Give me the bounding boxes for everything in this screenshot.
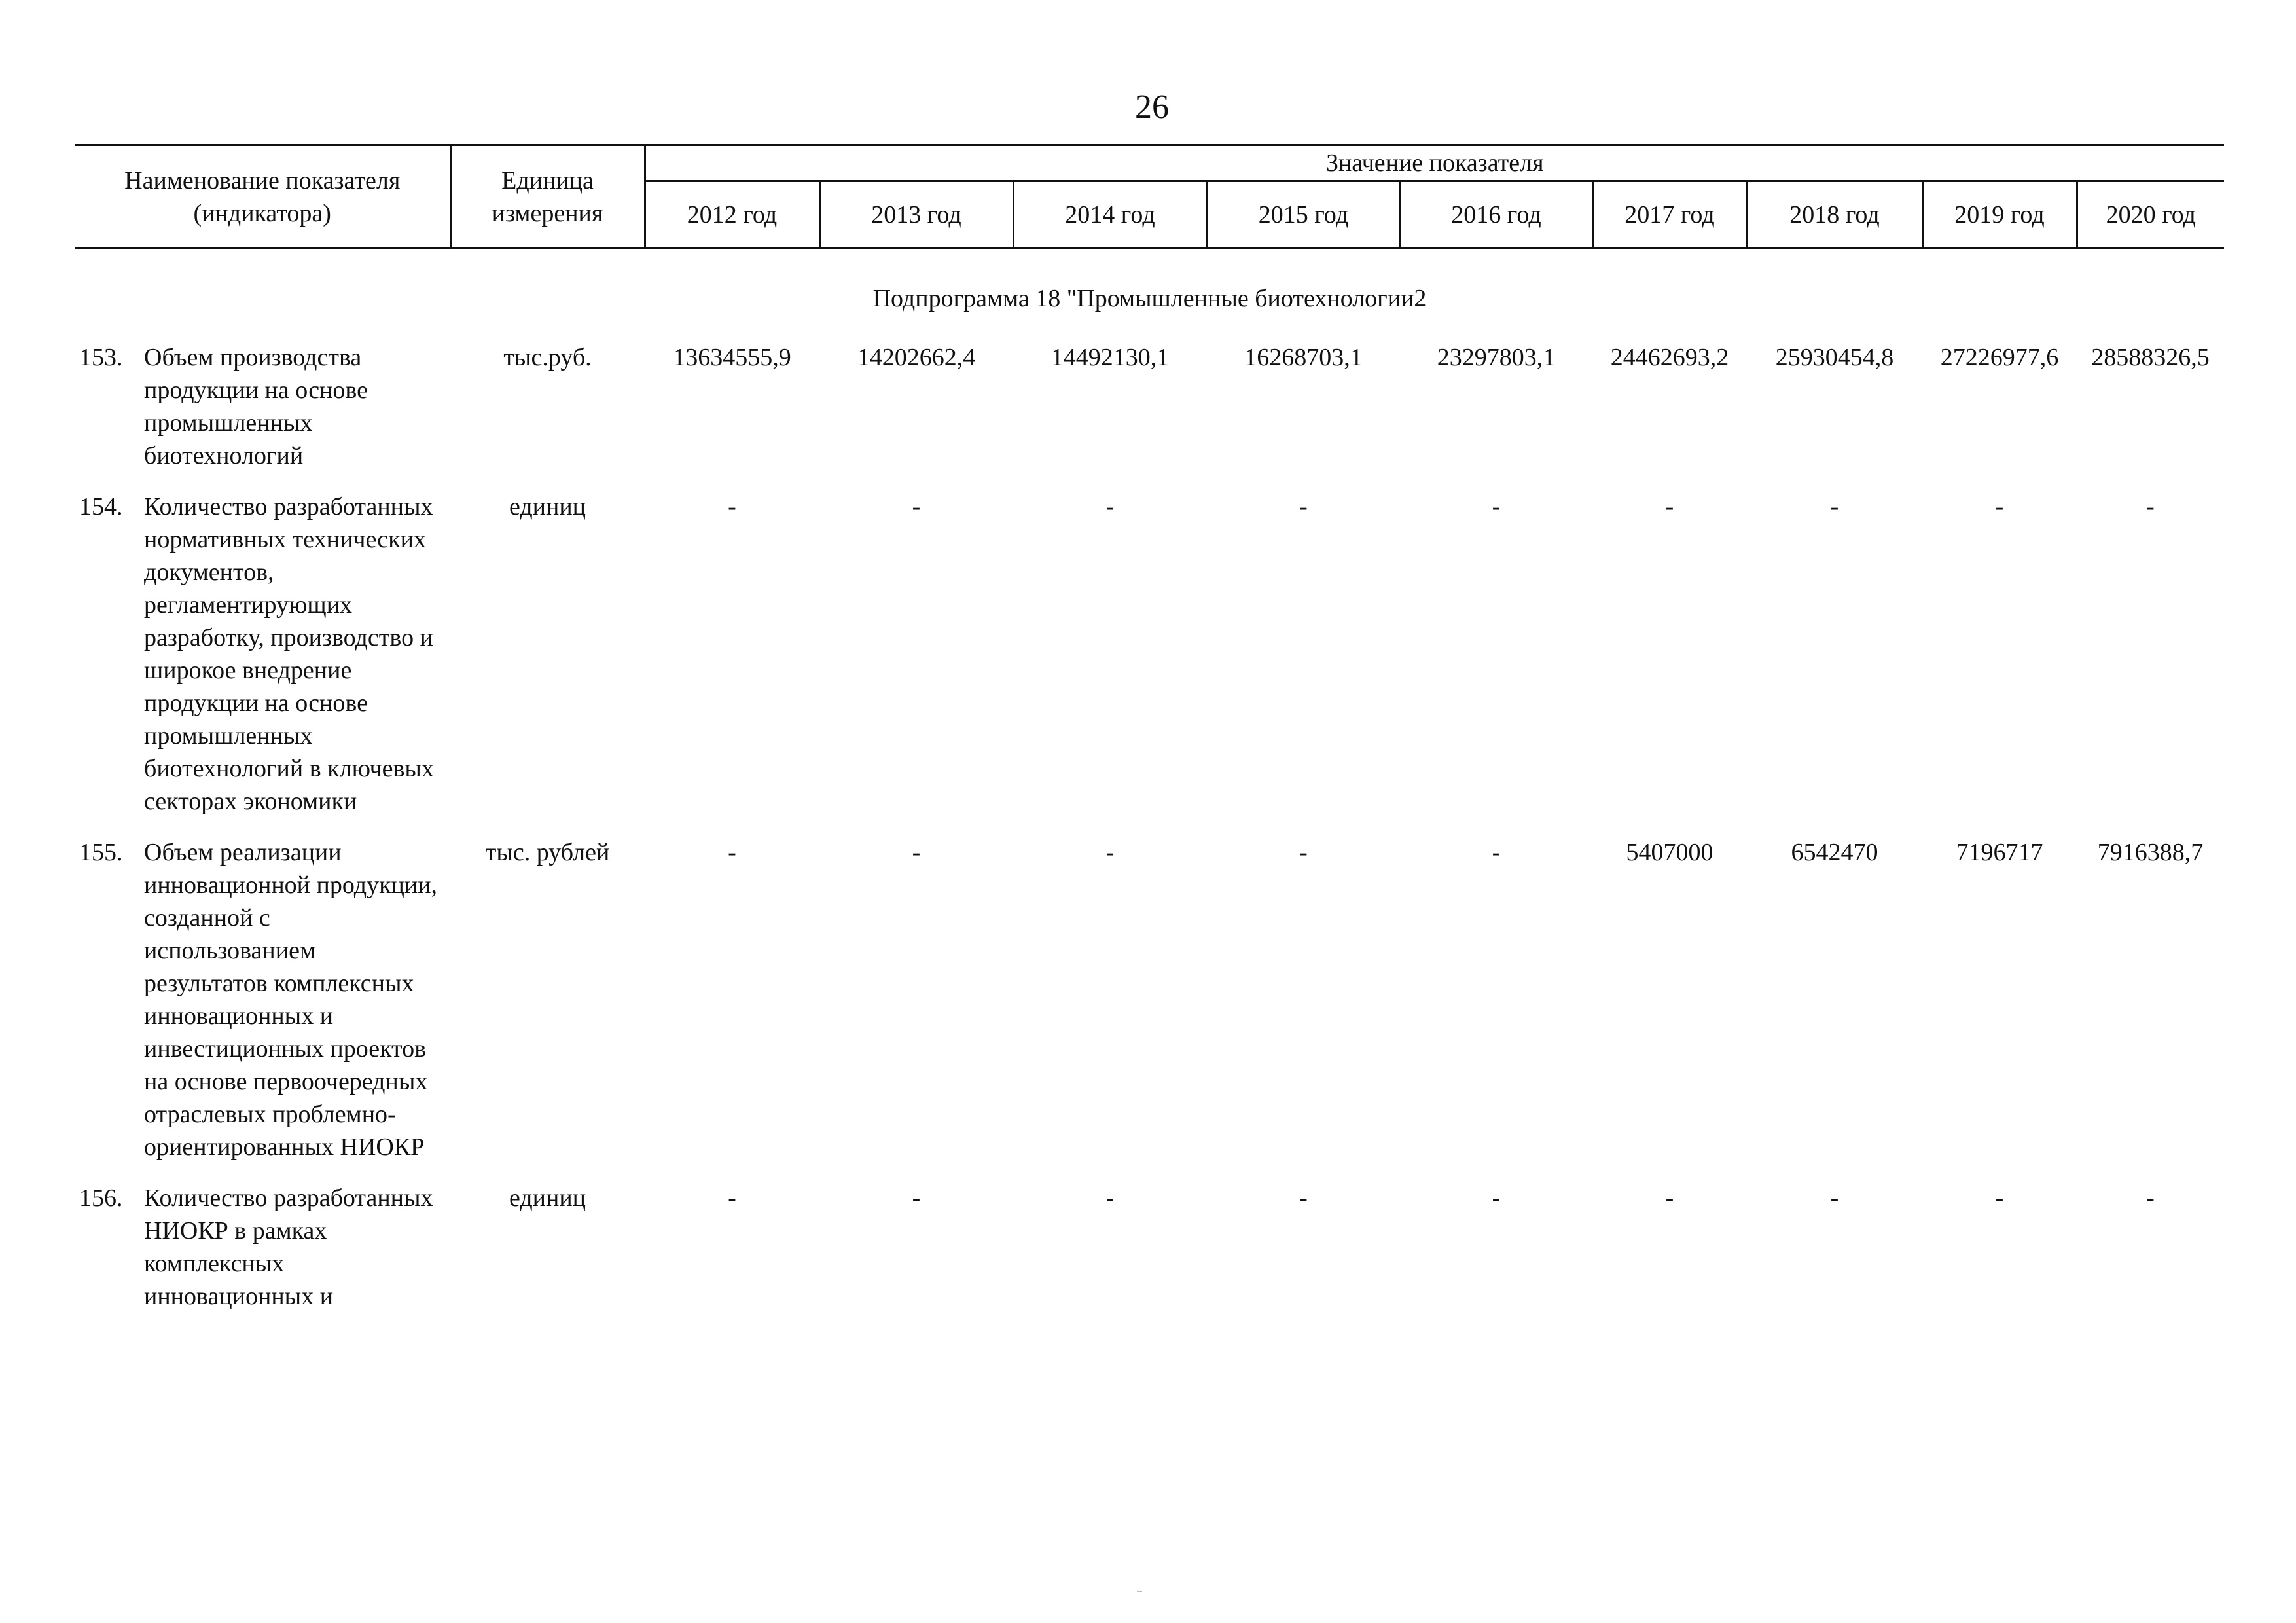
- indicators-table-wrapper: [75, 144, 2224, 1331]
- column-header-year: 2012 год: [645, 181, 819, 249]
- value-cell: -: [728, 493, 736, 520]
- subprogram-title: Подпрограмма 18 "Промышленные биотехнологии2: [872, 285, 1427, 312]
- column-header-year: 2016 год: [1400, 181, 1592, 249]
- value-cell: -: [1492, 839, 1501, 866]
- value-cell: 14202662,4: [857, 344, 976, 371]
- value-cell: -: [1665, 493, 1674, 520]
- column-header-year: 2015 год: [1207, 181, 1400, 249]
- indicator-name: Объем реализации инновационной продукции, созданной с использованием результатов комплексных инновационных и инвестиционных проектов на основе первоочередных отраслевых проблемно-ориентированных НИОКР: [144, 839, 438, 1161]
- column-header-indicator-name: Наименование показателя (индикатора): [75, 145, 450, 249]
- indicator-name: Количество разработанных НИОКР в рамках комплексных инновационных и: [144, 1184, 433, 1310]
- value-cell: 24462693,2: [1610, 344, 1729, 371]
- column-header-values-group: Значение показателя: [645, 145, 2224, 181]
- table-row: [75, 341, 2224, 490]
- subprogram-row: [75, 249, 2224, 342]
- value-cell: 25930454,8: [1775, 344, 1894, 371]
- value-cell: -: [912, 1184, 921, 1212]
- value-cell: -: [1492, 493, 1501, 520]
- table-row: [75, 490, 2224, 836]
- column-header-unit: Единица измерения: [450, 145, 645, 249]
- value-cell: -: [1492, 1184, 1501, 1212]
- table-row: [75, 1182, 2224, 1331]
- value-cell: -: [2146, 493, 2155, 520]
- indicator-name: Количество разработанных нормативных технических документов, регламентирующих разработку, производство и широкое внедрение продукции на основе промышленных биотехнологий в ключевых секторах экономики: [144, 493, 434, 815]
- value-cell: -: [1299, 1184, 1308, 1212]
- scan-mark: [1137, 1591, 1142, 1592]
- indicator-name-cell: [75, 341, 450, 490]
- value-cell: -: [1105, 839, 1115, 866]
- value-cell: 23297803,1: [1437, 344, 1556, 371]
- column-header-year: 2020 год: [2077, 181, 2224, 249]
- unit-cell: единиц: [509, 1184, 586, 1212]
- column-header-year: 2013 год: [819, 181, 1013, 249]
- value-cell: -: [1995, 493, 2004, 520]
- value-cell: 27226977,6: [1940, 344, 2059, 371]
- unit-cell: тыс.руб.: [503, 344, 592, 371]
- unit-cell: единиц: [509, 493, 586, 520]
- column-header-year: 2017 год: [1592, 181, 1747, 249]
- indicators-table: [75, 144, 2224, 1331]
- indicator-name-cell: [75, 1182, 450, 1331]
- column-header-year: 2019 год: [1922, 181, 2077, 249]
- value-cell: 16268703,1: [1244, 344, 1363, 371]
- page-number: 26: [1135, 88, 1169, 126]
- value-cell: -: [1830, 493, 1839, 520]
- table-header: [75, 145, 2224, 249]
- value-cell: -: [1665, 1184, 1674, 1212]
- value-cell: -: [728, 1184, 736, 1212]
- value-cell: 7916388,7: [2097, 839, 2204, 866]
- indicator-name-cell: [75, 836, 450, 1182]
- value-cell: 6542470: [1791, 839, 1878, 866]
- value-cell: -: [1299, 839, 1308, 866]
- indicator-name-cell: [75, 490, 450, 836]
- value-cell: -: [912, 839, 921, 866]
- table-body: [75, 249, 2224, 1332]
- column-header-year: 2018 год: [1747, 181, 1922, 249]
- indicator-name: Объем производства продукции на основе промышленных биотехнологий: [144, 344, 368, 469]
- value-cell: -: [1830, 1184, 1839, 1212]
- row-number: 153.: [79, 344, 123, 371]
- value-cell: 14492130,1: [1050, 344, 1170, 371]
- value-cell: -: [1299, 493, 1308, 520]
- value-cell: -: [1105, 1184, 1115, 1212]
- value-cell: -: [2146, 1184, 2155, 1212]
- row-number: 155.: [79, 839, 123, 866]
- table-row: [75, 836, 2224, 1182]
- value-cell: 13634555,9: [673, 344, 791, 371]
- value-cell: -: [728, 839, 736, 866]
- value-cell: -: [1105, 493, 1115, 520]
- value-cell: -: [912, 493, 921, 520]
- value-cell: 28588326,5: [2091, 344, 2210, 371]
- column-header-year: 2014 год: [1013, 181, 1207, 249]
- row-number: 156.: [79, 1184, 123, 1212]
- value-cell: -: [1995, 1184, 2004, 1212]
- value-cell: 7196717: [1956, 839, 2043, 866]
- row-number: 154.: [79, 493, 123, 520]
- value-cell: 5407000: [1626, 839, 1713, 866]
- unit-cell: тыс. рублей: [485, 839, 610, 866]
